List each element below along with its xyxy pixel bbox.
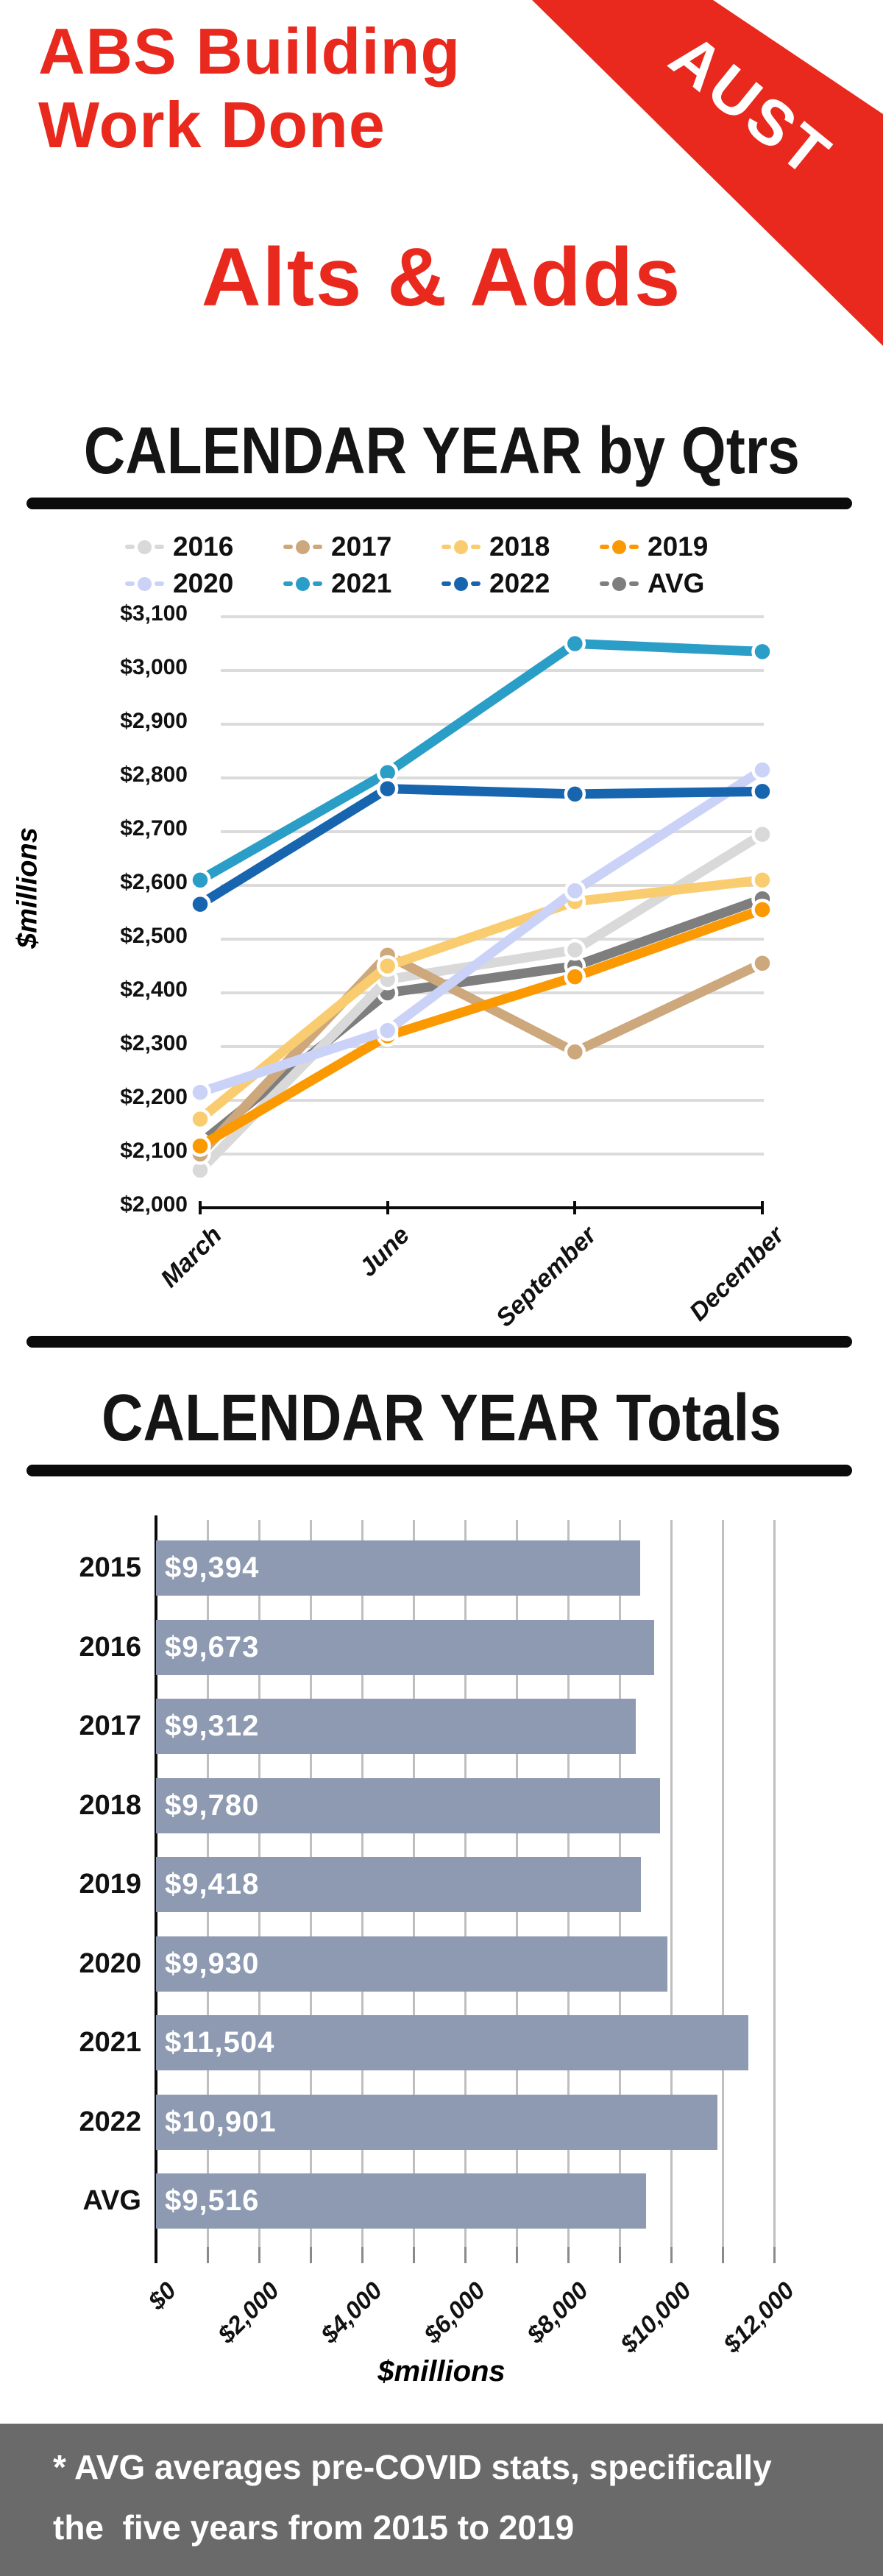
bar-2015 [156,1540,640,1596]
axis-tick [361,2247,364,2263]
y-tick-label: $2,500 [120,924,188,948]
bar-value-label: $11,504 [165,2026,275,2059]
category-label: 2022 [79,2106,141,2137]
legend-marker-icon [283,577,322,591]
bar-value-label: $9,673 [165,1630,260,1663]
y-tick-label: $2,000 [120,1192,188,1217]
category-label: 2015 [79,1552,141,1583]
data-point-2018 [753,871,772,889]
data-point-2022 [566,785,584,803]
y-tick-label: $2,900 [120,709,188,733]
bar-2018 [156,1778,660,1833]
y-tick-label: $2,100 [120,1139,188,1163]
y-tick-label: $2,800 [120,762,188,787]
bar-2016 [156,1620,654,1675]
page-title-line2: Work Done [38,88,386,161]
legend-item-2018 [442,531,600,562]
series-line-2021 [200,644,762,880]
data-point-2016 [753,825,772,843]
data-point-2022 [378,779,397,798]
legend-marker-icon [283,540,322,554]
line-chart-ylabel: $millions [12,827,43,949]
axis-tick [619,2247,621,2263]
line-series-canvas [200,617,762,1208]
legend-marker-icon [125,540,164,554]
y-tick-label: $2,400 [120,977,188,1002]
bar-2021 [156,2015,748,2070]
page-title-line1: ABS Building [38,15,461,88]
data-point-2017 [566,1043,584,1061]
category-label: 2019 [79,1869,141,1900]
y-tick-label: $3,100 [120,601,188,626]
axis-tick [258,2247,260,2263]
legend-label: 2018 [489,531,550,562]
x-tick-label: June [353,1221,415,1282]
grid-line [722,1520,724,2247]
legend-marker-icon [600,577,639,591]
grid-line [773,1520,776,2247]
bar-value-label: $9,394 [165,1551,260,1584]
category-label: 2016 [79,1631,141,1663]
legend-label: 2020 [173,568,234,598]
axis-tick [413,2247,415,2263]
axis-tick [464,2247,467,2263]
section-divider [26,1336,852,1348]
data-point-2021 [566,634,584,653]
bar-chart-xlabel: $millions [377,2355,506,2388]
data-point-2020 [378,1022,397,1040]
axis-tick [567,2247,570,2263]
bar-value-label: $10,901 [165,2105,277,2138]
bar-value-label: $9,930 [165,1947,260,1980]
legend-marker-icon [442,540,480,554]
data-point-2021 [191,871,210,889]
axis-tick [670,2247,673,2263]
axis-tick [207,2247,209,2263]
axis-tick [310,2247,312,2263]
y-tick-label: $2,600 [120,870,188,894]
footer-note [0,2424,883,2576]
x-tick-label: September [491,1221,603,1333]
legend-marker-icon [600,540,639,554]
y-tick-label: $2,200 [120,1085,188,1109]
legend-marker-icon [442,577,480,591]
data-point-2018 [191,1110,210,1128]
x-tick-label: $12,000 [717,2276,800,2358]
data-point-2017 [753,954,772,972]
legend-label: 2017 [331,531,392,562]
legend-item-AVG [600,568,758,599]
legend-item-2022 [442,568,600,599]
bar-2017 [156,1699,636,1754]
bar-value-label: $9,516 [165,2184,260,2217]
x-tick-label: $6,000 [418,2276,491,2349]
legend-item-2020 [125,568,283,599]
axis-tick [773,2247,776,2263]
line-chart-legend [125,531,758,599]
category-label: AVG [82,2185,141,2216]
legend-label: 2022 [489,568,550,598]
y-tick-label: $2,700 [120,816,188,841]
section2-heading: CALENDAR YEAR Totals [102,1381,781,1455]
axis-tick [516,2247,518,2263]
legend-label: 2019 [648,531,709,562]
bar-value-label: $9,418 [165,1868,260,1900]
y-tick-label: $3,000 [120,655,188,679]
x-tick-label: $8,000 [521,2276,594,2349]
bar-2019 [156,1857,641,1912]
bar-chart-plot [79,1520,800,2358]
category-label: 2018 [79,1789,141,1821]
legend-label: 2016 [173,531,234,562]
page-subtitle: Alts & Adds [201,231,682,323]
bar-2022 [156,2095,717,2150]
data-point-2019 [753,900,772,919]
axis-tick [722,2247,724,2263]
x-tick-label: December [684,1221,790,1327]
legend-item-2021 [283,568,442,599]
x-tick-label: $10,000 [614,2276,697,2358]
header [0,0,883,383]
footer-line1: * AVG averages pre-COVID stats, specifically [53,2448,772,2486]
section1-heading: CALENDAR YEAR by Qtrs [83,414,800,488]
bar-value-label: $9,312 [165,1710,260,1742]
x-tick-label: $2,000 [212,2276,285,2349]
series-line-2019 [200,910,762,1146]
category-label: 2017 [79,1710,141,1741]
page-title [38,15,461,162]
footer-line2: the five years from 2015 to 2019 [53,2508,575,2547]
y-tick-label: $2,300 [120,1031,188,1055]
data-point-2018 [378,957,397,975]
data-point-2020 [753,761,772,779]
data-point-2022 [191,895,210,913]
data-point-2016 [566,941,584,959]
legend-label: AVG [648,568,705,598]
x-tick-label: March [155,1221,227,1293]
ribbon-label: AUST [656,20,845,191]
legend-marker-icon [125,577,164,591]
data-point-2021 [753,643,772,661]
legend-item-2019 [600,531,758,562]
bar-value-label: $9,780 [165,1788,260,1822]
category-label: 2020 [79,1947,141,1979]
legend-label: 2021 [331,568,392,598]
line-chart-plot [120,601,790,1333]
legend-item-2016 [125,531,283,562]
x-tick-label: $0 [143,2276,182,2315]
bar-2020 [156,1936,667,1992]
section2-rule [26,1465,852,1476]
data-point-2019 [191,1137,210,1156]
data-point-2020 [566,882,584,900]
data-point-2020 [191,1083,210,1102]
data-point-2019 [566,968,584,986]
data-point-2022 [753,782,772,801]
x-tick-label: $4,000 [315,2276,388,2349]
legend-item-2017 [283,531,442,562]
section1-rule [26,498,852,509]
bar-AVG [156,2173,646,2229]
category-label: 2021 [79,2027,141,2058]
